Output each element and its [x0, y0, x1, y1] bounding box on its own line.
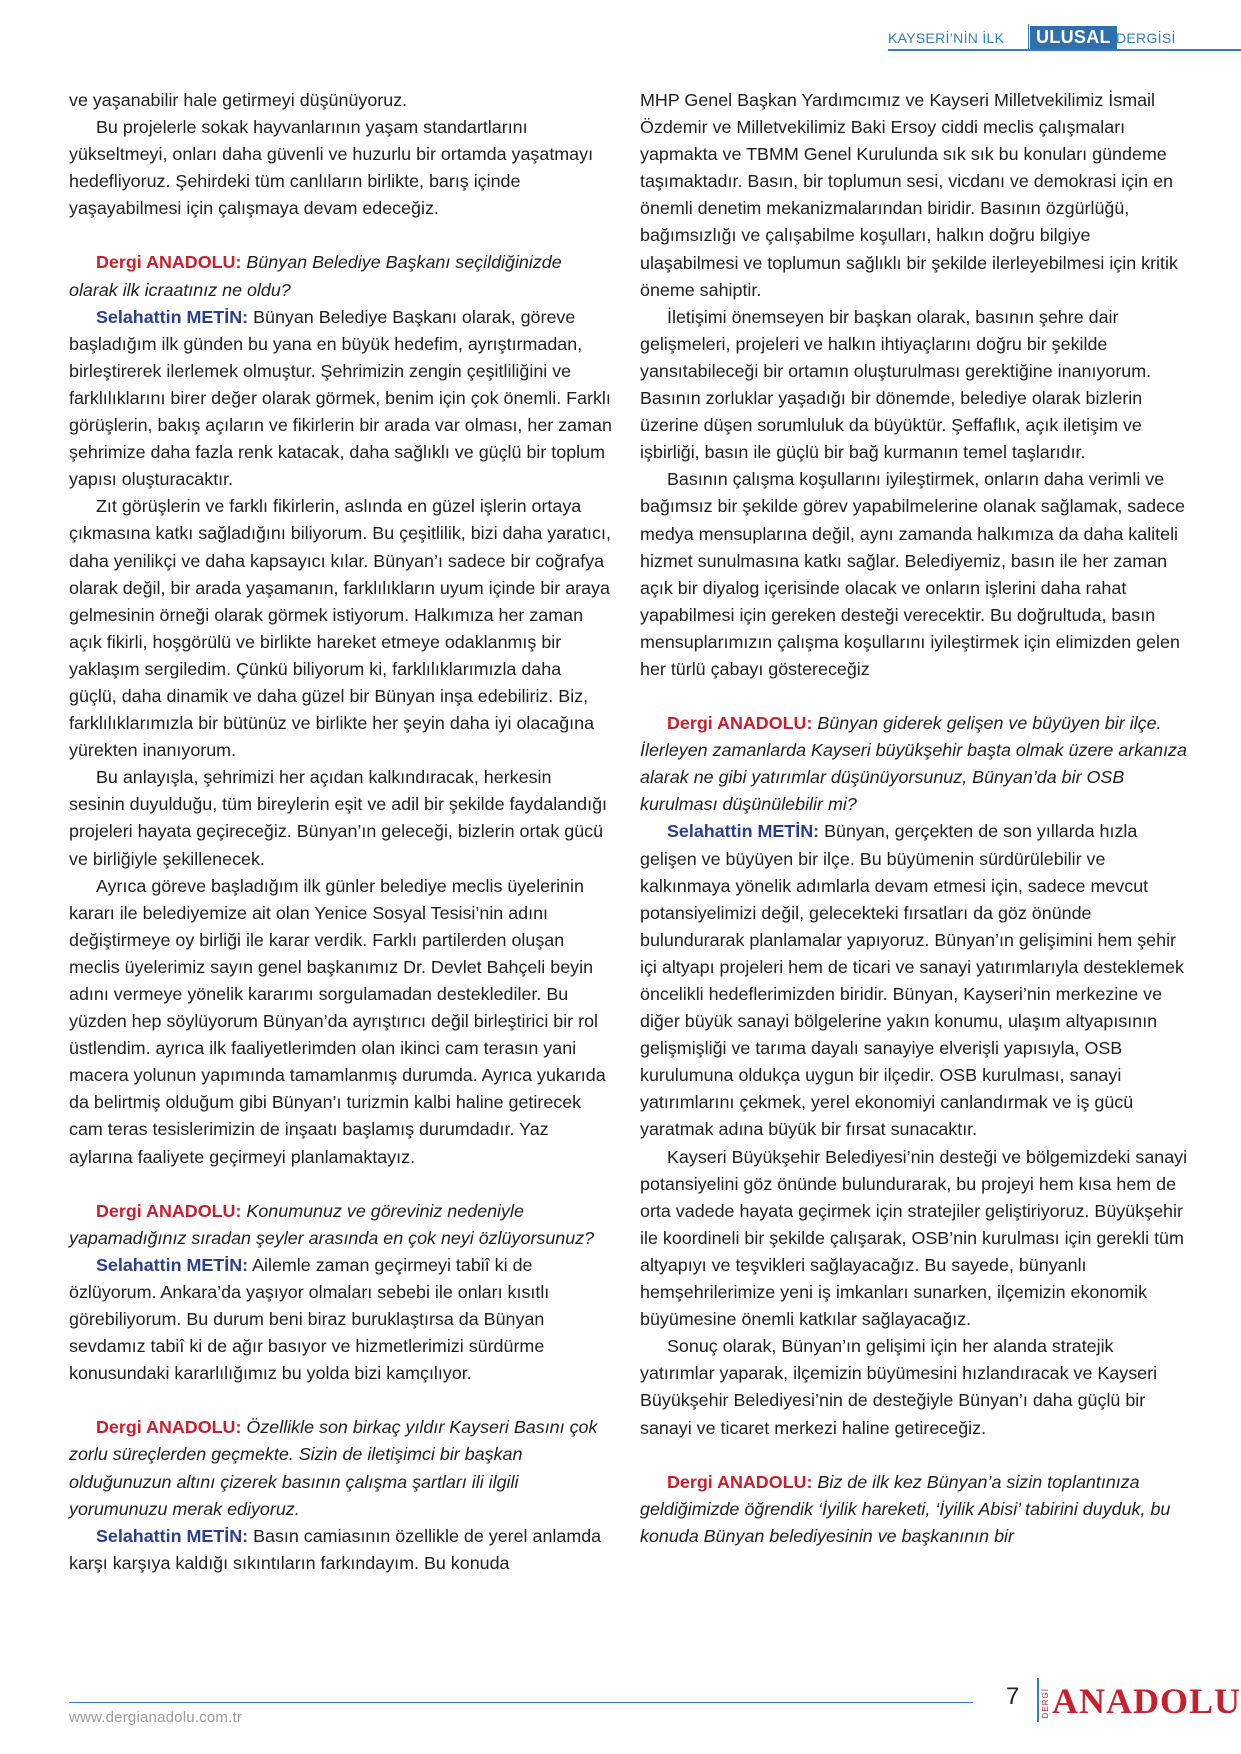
question-text: Biz de ilk kez Bünyan’a sizin toplantınıza geldiğimizde öğrendik ‘İyilik hareketi, ‘İyilik Abisi’ tabirini duyduk, bu konuda Bünyan belediyesinin ve başkanının bir	[640, 1471, 1171, 1546]
left-column	[69, 87, 612, 1577]
paragraph-text: MHP Genel Başkan Yardımcımız ve Kayseri Milletvekilimiz İsmail Özdemir ve Milletvekilimiz Baki Ersoy ciddi meclis çalışmaları yapmakta ve TBMM Genel Kurulunda sık sık bu konuları gündeme taşımaktadır. Basın, bir toplumun sesi, vicdanı ve demokrasi için en önemli denetim mekanizmalarından biridir. Basının özgürlüğü, bağımsızlığı ve çalışabilme koşulları, halkın doğru bilgiye ulaşabilmesi ve toplumun sağlıklı bir şekilde ilerleyebilmesi için kritik öneme sahiptir.	[640, 90, 1178, 300]
paragraph-gap	[69, 1171, 612, 1198]
interview-question	[69, 249, 612, 303]
body-paragraph	[640, 87, 1188, 304]
question-text: Bünyan giderek gelişen ve büyüyen bir ilçe. İlerleyen zamanlarda Kayseri büyükşehir başta olmak üzere arkanıza alarak ne gibi yatırımlar düşünüyorsunuz, Bünyan’da bir OSB kurulması düşünülebilir mi?	[640, 713, 1187, 815]
interviewer-label: Dergi ANADOLU:	[96, 252, 242, 273]
paragraph-gap	[640, 1442, 1188, 1469]
footer-rule	[69, 1702, 973, 1703]
paragraph-text: Kayseri Büyükşehir Belediyesi’nin desteği ve bölgemizdeki sanayi potansiyelini göz önünde bulundurarak, bu projeyi hem kısa hem de orta vadede hayata geçirmek için stratejiler geliştiriyoruz. Büyükşehir ile koordineli bir şekilde çalışarak, OSB’nin kurulması için gerekli tüm altyapıyı ve teşvikleri sağlayacağız. Bu sayede, bünyanlı hemşehrilerimize yeni iş imkanları sunarken, ilçemizin ekonomik büyümesine önemli katkılar sağlayacağız.	[640, 1146, 1188, 1330]
magazine-header	[888, 22, 1241, 52]
question-text: Bünyan Belediye Başkanı seçildiğinizde olarak ilk icraatınız ne oldu?	[69, 252, 562, 300]
interview-answer	[69, 1252, 612, 1387]
paragraph-text: ve yaşanabilir hale getirmeyi düşünüyoruz.	[69, 90, 408, 110]
header-rule	[888, 49, 1241, 51]
body-paragraph	[640, 304, 1188, 467]
interviewer-label: Dergi ANADOLU:	[96, 1200, 242, 1221]
body-paragraph	[640, 1333, 1188, 1441]
paragraph-gap	[69, 222, 612, 249]
body-paragraph	[69, 493, 612, 764]
answer-text: Bünyan, gerçekten de son yıllarda hızla gelişen ve büyüyen bir ilçe. Bu büyümenin sürdürülebilir ve kalkınmaya yönelik adımlarla devam etmesi için, sadece mevcut potansiyelimizi değil, gelecekteki fırsatları da göz önünde bulundurarak planlamalar yapıyoruz. Bünyan’ın gelişimini hem şehir içi altyapı projeleri hem de ticari ve sanayi yatırımlarıyla desteklemek öncelikli hedeflerimizden biridir. Bünyan, Kayseri’nin merkezine ve diğer büyük sanayi bölgelerine yakın konumu, ulaşım altyapısının gelişmişliği ve tarıma dayalı sanayiye elverişli yapısıyla, OSB kurulumuna oldukça uygun bir ilçedir. OSB kurulması, sanayi yatırımlarını çekmek, yerel ekonomiyi canlandırmak ve iş gücü yaratmak adına büyük bir fırsat sunacaktır.	[640, 821, 1184, 1140]
interviewer-label: Dergi ANADOLU:	[96, 1417, 242, 1438]
body-paragraph	[640, 1144, 1188, 1334]
paragraph-text: İletişimi önemseyen bir başkan olarak, basının şehre dair gelişmeleri, projeleri ve halkın ihtiyaçlarını doğru bir şekilde yansıtabileceği bir ortamın oluşturulması gerektiğine inanıyorum. Basının zorluklar yaşadığı bir dönemde, belediye olarak bizlerin üzerine düşen sorumluluk da büyüktür. Şeffaflık, açık iletişim ve işbirliği, basın ile güçlü bir bağ kurmanın temel taşlarıdır.	[640, 306, 1152, 463]
interviewee-label: Selahattin METİN:	[667, 821, 820, 842]
magazine-logo: ANADOLU	[1052, 1681, 1241, 1721]
footer-url[interactable]: www.dergianadolu.com.tr	[69, 1709, 243, 1726]
answer-text: Basın camiasının özellikle de yerel anlamda karşı karşıya kaldığı sıkıntıların farkındayım. Bu konuda	[69, 1525, 602, 1573]
interview-question	[640, 710, 1188, 818]
body-paragraph	[640, 466, 1188, 683]
interview-answer	[69, 304, 612, 494]
body-paragraph	[69, 87, 612, 114]
paragraph-text: Bu anlayışla, şehrimizi her açıdan kalkındıracak, herkesin sesinin duyulduğu, tüm bireylerin eşit ve adil bir şekilde faydalandığı projeleri hayata geçireceğiz. Bünyan’ın geleceği, bizlerin ortak gücü ve birliğiyle şekillenecek.	[69, 767, 608, 869]
body-paragraph	[69, 114, 612, 222]
logo-small-text: DERGİ	[1041, 1688, 1050, 1719]
interview-answer	[69, 1523, 612, 1577]
body-paragraph	[69, 873, 612, 1171]
page-number: 7	[1006, 1683, 1020, 1710]
paragraph-text: Ayrıca göreve başladığım ilk günler belediye meclis üyelerinin kararı ile belediyemize ait olan Yenice Sosyal Tesisi’nin adını değiştirmeye oy birliği ile karar verdik. Farklı partilerden oluşan meclis üyelerimiz sayın genel başkanımız Dr. Devlet Bahçeli beyin adını vermeye yönelik kararımı sorgulamadan desteklediler. Bu yüzden hep söylüyorum Bünyan’da ayrıştırıcı değil birleştirici bir rol üstlendim. ayrıca ilk faaliyetlerimden olan ikinci cam terasın yani macera yolunun yapımında tamamlanmış durumda. Ayrıca yukarıda da belirtmiş olduğum gibi Bünyan’ı turizmin kalbi haline getirecek cam teras tesislerimizin de inşaatı başlamış durumdadır. Yaz aylarına faaliyete geçirmeyi planlamaktayız.	[69, 875, 606, 1167]
interviewer-label: Dergi ANADOLU:	[667, 1471, 813, 1492]
answer-text: Bünyan Belediye Başkanı olarak, göreve başladığım ilk günden bu yana en büyük hedefim, ayrıştırmadan, birleştirerek ilerlemek olmuştur. Şehrimizin zengin çeşitliliğini ve farklılıklarını birer değer olarak görmek, benim için çok önemli. Farklı görüşlerin, bakış açıların ve fikirlerin bir arada var olması, her zaman şehrimize daha fazla renk katacak, daha sağlıklı ve güçlü bir toplum yapısı oluşturacaktır.	[69, 306, 612, 490]
interview-question	[69, 1198, 612, 1252]
paragraph-text: Sonuç olarak, Bünyan’ın gelişimi için her alanda stratejik yatırımlar yaparak, ilçemizin büyümesini hızlandıracak ve Kayseri Büyükşehir Belediyesi’nin de desteğiyle Bünyan’ı daha güçlü bir sanayi ve ticaret merkezi haline getireceğiz.	[640, 1336, 1158, 1438]
body-paragraph	[69, 764, 612, 872]
paragraph-text: Bu projelerle sokak hayvanlarının yaşam standartlarını yükseltmeyi, onları daha güvenli ve huzurlu bir ortamda yaşatmayı hedefliyoruz. Şehirdeki tüm canlıların birlikte, barış içinde yaşayabilmesi için çalışmaya devam edeceğiz.	[69, 117, 594, 219]
paragraph-text: Basının çalışma koşullarını iyileştirmek, onların daha verimli ve bağımsız bir şekilde görev yapabilmelerine olanak sağlamak, sadece medya mensuplarına değil, aynı zamanda halkımıza da daha kaliteli hizmet sunulmasına katkı sağlar. Belediyemiz, basın ile her zaman açık bir diyalog içerisinde olacak ve onların işlerini daha rahat yapabilmesi için gereken desteği verecektir. Bu doğrultuda, basın mensuplarımızın çalışma koşullarını iyileştirmek için elimizden gelen her türlü çabayı göstereceğiz	[640, 469, 1185, 679]
right-column	[640, 87, 1188, 1550]
paragraph-gap	[640, 683, 1188, 710]
interviewee-label: Selahattin METİN:	[96, 1254, 249, 1275]
interviewee-label: Selahattin METİN:	[96, 1525, 249, 1546]
interviewer-label: Dergi ANADOLU:	[667, 713, 813, 734]
header-part2: ULUSAL	[1030, 26, 1117, 49]
header-part1: KAYSERİ’NİN İLK	[888, 30, 1005, 46]
header-part3: DERGİSİ	[1116, 30, 1176, 46]
interview-question	[69, 1414, 612, 1522]
paragraph-gap	[69, 1387, 612, 1414]
answer-text: Ailemle zaman geçirmeyi tabiî ki de özlüyorum. Ankara’da yaşıyor olmaları sebebi ile onları kısıtlı görebiliyorum. Bu durum beni biraz buruklaştırsa da Bünyan sevdamız tabiî ki de ağır basıyor ve hizmetlerimizi sürdürme konusundaki kararlılığımız bu yolda bizi kamçılıyor.	[69, 1254, 550, 1384]
paragraph-text: Zıt görüşlerin ve farklı fikirlerin, aslında en güzel işlerin ortaya çıkmasına katkı sağladığını biliyorum. Bu çeşitlilik, bizi daha yaratıcı, daha yenilikçi ve daha kapsayıcı kılar. Bünyan’ı sadece bir coğrafya olarak değil, bir arada yaşamanın, farklılıkların uyum içinde bir araya gelmesinin örneği olarak görmek istiyorum. Halkımıza her zaman açık fikirli, hoşgörülü ve birlikte hareket etmeye odaklanmış bir yaklaşım sergiledim. Çünkü biliyorum ki, farklılıklarımızla daha güçlü, daha dinamik ve daha güzel bir Bünyan inşa edebiliriz. Biz, farklılıklarımızla bir bütünüz ve birlikte her şeyin daha iyi olacağına yürekten inanıyorum.	[69, 496, 611, 761]
question-text: Özellikle son birkaç yıldır Kayseri Basını çok zorlu süreçlerden geçmekte. Sizin de iletişimci bir başkan olduğunuzun altını çizerek basının çalışma şartları ili ilgili yorumunuzu merak ediyoruz.	[69, 1417, 598, 1519]
header-separator	[1028, 24, 1029, 50]
interview-question	[640, 1469, 1188, 1550]
footer-separator	[1037, 1678, 1039, 1722]
interviewee-label: Selahattin METİN:	[96, 306, 249, 327]
interview-answer	[640, 818, 1188, 1143]
question-text: Konumunuz ve göreviniz nedeniyle yapamadığınız sıradan şeyler arasında en çok neyi özlüyorsunuz?	[69, 1200, 595, 1248]
